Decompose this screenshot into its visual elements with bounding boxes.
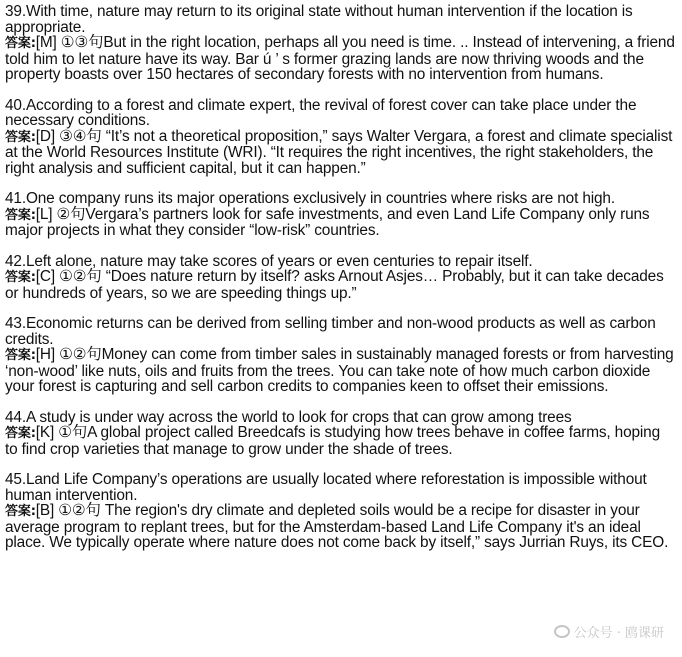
question-44: 44.A study is under way across the world to look for crops that can grow among trees [5,408,572,426]
watermark [554,622,664,641]
answer-45 [5,503,676,551]
answer-item-44 [5,410,676,458]
answer-label: 答案: [5,270,36,285]
answer-item-45 [5,472,676,551]
question-42: 42.Left alone, nature may take scores of years or even centuries to repair itself. [5,252,533,270]
answer-item-41 [5,191,676,239]
answer-label: 答案: [5,129,36,145]
answer-41 [5,207,676,239]
question-40: 40.According to a forest and climate expert, the revival of forest cover can take place under the necessary conditions. [5,96,637,129]
question-41: 41.One company runs its major operations exclusively in countries where risks are not high. [5,190,615,207]
question-43: 43.Economic returns can be derived from selling timber and non-wood products as well as carbon credits. [5,315,656,348]
answer-39 [5,35,676,83]
answer-item-42 [5,254,676,302]
answer-text: [H] ①②句Money can come from timber sales in sustainably managed forests or from harvesting ‘non-wood’ like nuts, oils and fruits from the trees. You can take note of how much carbon dioxide your forest is capturing and sell carbon credits to companies keen to offset their emissions. [5,346,674,395]
answer-text: [B] ①②句 The region's dry climate and depleted soils would be a recipe for disaster in your average program to replant trees, but for the Amsterdam-based Land Life Company it's an ideal place. We typically operate where nature does not come back by itself,” says Jurrian Ruys, its CEO. [5,502,669,551]
answer-item-40 [5,98,676,177]
answer-40 [5,129,676,177]
answer-text: [C] ①②句 “Does nature return by itself? asks Arnout Asjes… Probably, but it can take decades or hundreds of years, so we are speeding things up.” [5,268,664,302]
question-39: 39.With time, nature may return to its original state without human intervention if the location is appropriate. [5,3,633,36]
answer-text: [K] ①句A global project called Breedcafs is studying how trees behave in coffee farms, hoping to find crop varieties that manage to grow under the shade of trees. [5,424,660,458]
answer-text: [L] ②句Vergara’s partners look for safe investments, and even Land Life Company only runs major projects in what they consider “low-risk” countries. [5,205,650,239]
watermark-text: 公众号 · 鸥课研 [573,626,664,641]
wechat-icon [554,625,570,638]
answer-43 [5,347,676,395]
answer-label: 答案: [5,504,36,519]
answer-label: 答案: [5,207,36,223]
answer-text: [M] ①③句But in the right location, perhaps all you need is time. .. Instead of intervening, a friend told him to let nature have its way. Bar ú ’ s former grazing lands are now thriving woods and the property boasts over 150 hectares of secondary forests with no intervention from humans. [5,34,675,83]
answer-42 [5,269,676,301]
answer-item-39 [5,4,676,83]
answer-label: 答案: [5,348,36,363]
question-45: 45.Land Life Company’s operations are usually located where reforestation is impossible without human intervention. [5,471,647,504]
answer-item-43 [5,316,676,395]
answer-text: [D] ③④句 “It’s not a theoretical proposition,” says Walter Vergara, a forest and climate specialist at the World Resources Institute (WRI). “It requires the right incentives, the right stakeholders, the right analysis and sufficient capital, but it can happen.” [5,127,673,177]
answer-label: 答案: [5,36,36,51]
answer-label: 答案: [5,426,36,441]
answer-44 [5,425,676,457]
